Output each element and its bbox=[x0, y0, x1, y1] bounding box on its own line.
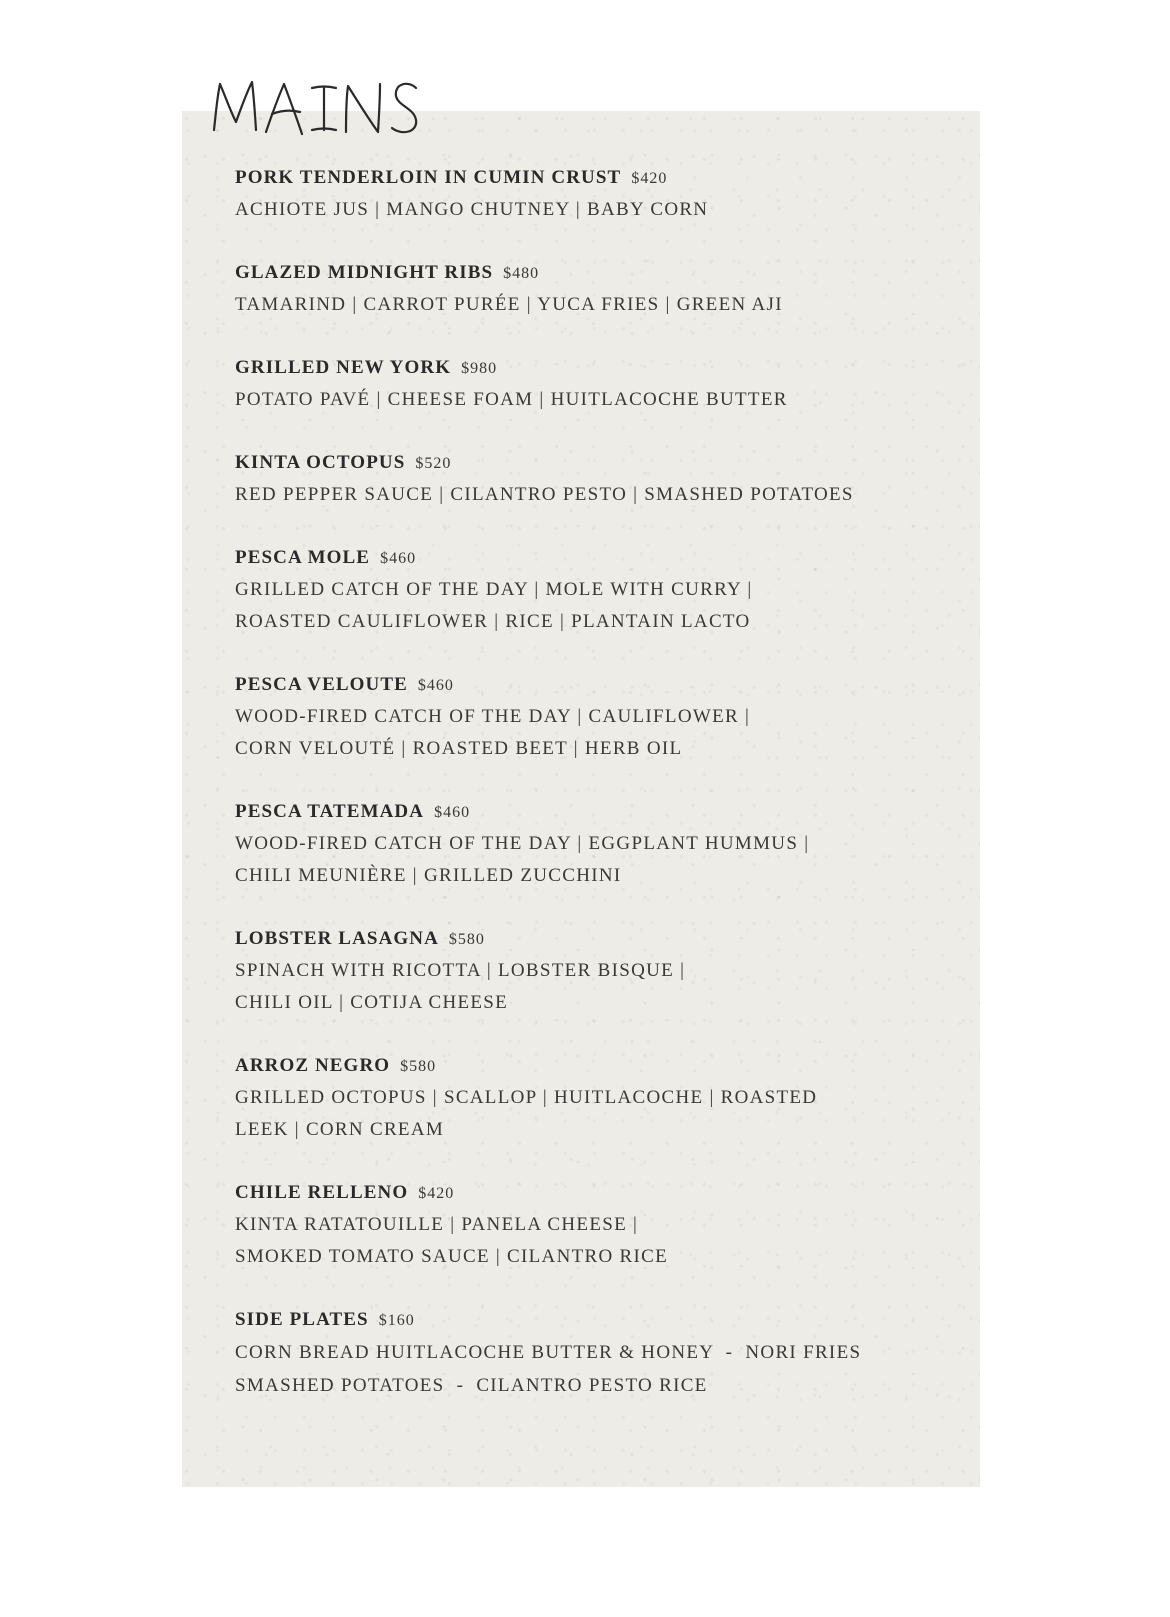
item-price: $580 bbox=[400, 1058, 437, 1075]
item-name: PORK TENDERLOIN IN CUMIN CRUST bbox=[235, 167, 622, 188]
item-name: GLAZED MIDNIGHT RIBS bbox=[235, 262, 494, 283]
item-name: KINTA OCTOPUS bbox=[235, 452, 406, 473]
menu-item bbox=[235, 447, 935, 511]
menu-item-side-plates bbox=[235, 1304, 935, 1402]
item-description: ROASTED CAULIFLOWER | RICE | PLANTAIN LACTO bbox=[235, 611, 751, 632]
item-price: $980 bbox=[461, 360, 498, 377]
menu-item bbox=[235, 257, 935, 321]
menu-item bbox=[235, 796, 935, 892]
item-price: $420 bbox=[631, 170, 668, 187]
item-price: $420 bbox=[418, 1185, 455, 1202]
item-description: ACHIOTE JUS | MANGO CHUTNEY | BABY CORN bbox=[235, 199, 709, 220]
item-name: CHILE RELLENO bbox=[235, 1182, 409, 1203]
item-description: SPINACH WITH RICOTTA | LOBSTER BISQUE | bbox=[235, 960, 686, 981]
item-description: WOOD-FIRED CATCH OF THE DAY | EGGPLANT HUMMUS | bbox=[235, 833, 810, 854]
menu-item bbox=[235, 1050, 935, 1146]
item-name: PESCA MOLE bbox=[235, 547, 371, 568]
item-price: $580 bbox=[448, 931, 485, 948]
item-description: CORN BREAD HUITLACOCHE BUTTER & HONEY - NORI FRIES bbox=[235, 1342, 862, 1363]
item-description: POTATO PAVÉ | CHEESE FOAM | HUITLACOCHE BUTTER bbox=[235, 389, 788, 410]
item-description: CHILI OIL | COTIJA CHEESE bbox=[235, 992, 509, 1013]
item-description: CHILI MEUNIÈRE | GRILLED ZUCCHINI bbox=[235, 865, 622, 886]
menu-item bbox=[235, 352, 935, 416]
menu-list bbox=[235, 162, 935, 1402]
item-description: GRILLED OCTOPUS | SCALLOP | HUITLACOCHE | ROASTED bbox=[235, 1087, 818, 1108]
item-description: WOOD-FIRED CATCH OF THE DAY | CAULIFLOWER | bbox=[235, 706, 751, 727]
item-description: RED PEPPER SAUCE | CILANTRO PESTO | SMASHED POTATOES bbox=[235, 484, 854, 505]
item-price: $460 bbox=[380, 550, 417, 567]
menu-item bbox=[235, 923, 935, 1019]
item-price: $520 bbox=[415, 455, 452, 472]
item-description: CORN VELOUTÉ | ROASTED BEET | HERB OIL bbox=[235, 738, 683, 759]
item-description: GRILLED CATCH OF THE DAY | MOLE WITH CURRY | bbox=[235, 579, 753, 600]
item-description: KINTA RATATOUILLE | PANELA CHEESE | bbox=[235, 1214, 639, 1235]
item-name: SIDE PLATES bbox=[235, 1309, 369, 1330]
item-description: SMASHED POTATOES - CILANTRO PESTO RICE bbox=[235, 1375, 708, 1396]
item-name: LOBSTER LASAGNA bbox=[235, 928, 439, 949]
menu-heading bbox=[208, 70, 438, 150]
item-price: $460 bbox=[434, 804, 471, 821]
item-price: $460 bbox=[417, 677, 454, 694]
item-name: PESCA VELOUTE bbox=[235, 674, 408, 695]
item-price: $160 bbox=[378, 1312, 415, 1329]
item-name: GRILLED NEW YORK bbox=[235, 357, 452, 378]
menu-item bbox=[235, 669, 935, 765]
menu-item bbox=[235, 162, 935, 226]
item-name: PESCA TATEMADA bbox=[235, 801, 425, 822]
mains-handwritten-logo bbox=[208, 70, 438, 150]
menu-item bbox=[235, 1177, 935, 1273]
item-description: LEEK | CORN CREAM bbox=[235, 1119, 445, 1140]
item-description: SMOKED TOMATO SAUCE | CILANTRO RICE bbox=[235, 1246, 669, 1267]
item-name: ARROZ NEGRO bbox=[235, 1055, 391, 1076]
menu-item bbox=[235, 542, 935, 638]
item-description: TAMARIND | CARROT PURÉE | YUCA FRIES | GREEN AJI bbox=[235, 294, 783, 315]
item-price: $480 bbox=[503, 265, 540, 282]
